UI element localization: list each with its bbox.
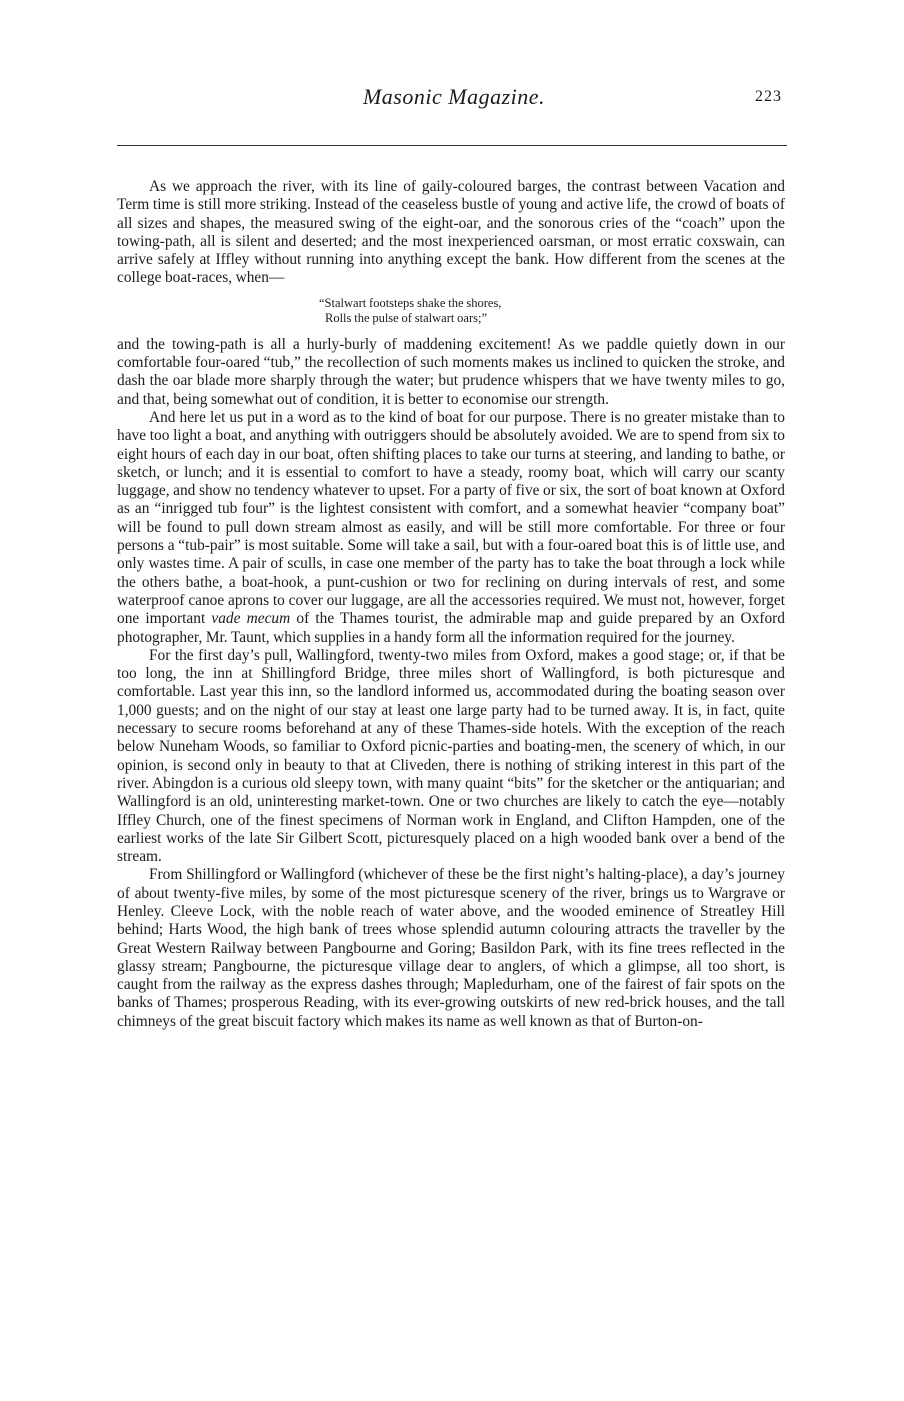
italic-phrase: vade mecum (211, 610, 291, 628)
verse-quotation (117, 296, 785, 326)
page-number: 223 (755, 88, 782, 105)
paragraph: As we approach the river, with its line of gaily-coloured barges, the contrast between Vacation and Term time is still more striking. Instead of the ceaseless bustle of young and active life, the crowd of boats of all sizes and shapes, the measured swing of the eight-oar, and the sonorous cries of the “coach” upon the towing-path, all is silent and deserted; and the most inexperienced oarsman, or most erratic coxswain, can arrive safely at Iffley without running into anything except the bank. How different from the scenes at the college boat-races, when— (117, 178, 785, 287)
header-rule (117, 145, 787, 146)
page-header (118, 78, 790, 118)
article-body (117, 178, 785, 1031)
paragraph (117, 409, 785, 647)
paragraph-text: And here let us put in a word as to the kind of boat for our purpose. There is no greater mistake than to have too light a boat, and anything with outriggers should be absolutely avoided. We are to spend from six to eight hours of each day in our boat, often shifting places to take our turns at steering, and landing to bathe, or sketch, or lunch; and it is essential to comfort to have a steady, roomy boat, which will carry our scanty luggage, and show no tendency whatever to upset. For a party of five or six, the sort of boat known at Oxford as an “inrigged tub four” is the lightest consistent with comfort, and a somewhat heavier “company boat” will be found to pull down stream almost as easily, and will be still more comfortable. For three or four persons a “tub-pair” is most suitable. Some will take a sail, but with a four-oared boat this is of little use, and only wastes time. A pair of sculls, in case one member of the party has to take the boat through a lock while the others bathe, a boat-hook, a punt-cushion or two for reclining on during intervals of rest, and some waterproof canoe aprons to cover our luggage, are all the accessories required. We must not, however, forget one important (117, 408, 785, 628)
verse-line: Rolls the pulse of stalwart oars;” (325, 310, 488, 325)
paragraph: From Shillingford or Wallingford (whichever of these be the first night’s halting-place), a day’s journey of about twenty-five miles, by some of the most picturesque scenery of the river, brings us to Wargrave or Henley. Cleeve Lock, with the noble reach of water above, and the wooded eminence of Streatley Hill behind; Harts Wood, the high bank of trees whose splendid autumn colouring attracts the traveller by the Great Western Railway between Pangbourne and Goring; Basildon Park, with its fine trees reflected in the glassy stream; Pangbourne, the picturesque village dear to anglers, of which a glimpse, all too short, is caught from the railway as the express dashes through; Mapledurham, one of the fairest of fair spots on the banks of Thames; prosperous Reading, with its ever-growing outskirts of new red-brick houses, and the tall chimneys of the great biscuit factory which makes its name as well known as that of Burton-on- (117, 866, 785, 1030)
paragraph: For the first day’s pull, Wallingford, twenty-two miles from Oxford, makes a good stage; or, if that be too long, the inn at Shillingford Bridge, three miles short of Wallingford, is both picturesque and comfortable. Last year this inn, so the landlord informed us, accommodated during the boating season over 1,000 guests; and on the night of our stay at least one large party had to be turned away. It is, in fact, quite necessary to secure rooms beforehand at any of these Thames-side hotels. With the exception of the reach below Nuneham Woods, so familiar to Oxford picnic-parties and boating-men, the scenery of which, in our opinion, is second only in beauty to that at Cliveden, there is nothing of striking interest in this part of the river. Abingdon is a curious old sleepy town, with many quaint “bits” for the sketcher or the antiquarian; and Wallingford is an old, uninteresting market-town. One or two churches are likely to catch the eye—notably Iffley Church, one of the finest specimens of Norman work in England, and Clifton Hampden, one of the earliest works of the late Sir Gilbert Scott, picturesquely placed on a high wooded bank over a bend of the stream. (117, 646, 785, 866)
verse-line: “Stalwart footsteps shake the shores, (319, 295, 502, 310)
paragraph-text: of the Thames tourist, the admirable map and guide prepared by an Oxford photographer, Mr. Taunt, which supplies in a handy form all the information required for the journey. (117, 610, 786, 646)
running-title: Masonic Magazine. (362, 84, 546, 109)
paragraph: and the towing-path is all a hurly-burly of maddening excitement! As we paddle quietly down in our comfortable four-oared “tub,” the recollection of such moments makes us inclined to quicken the stroke, and dash the oar blade more sharply through the water; but prudence whispers that we have twenty miles to go, and that, being somewhat out of condition, it is better to economise our strength. (117, 335, 785, 408)
